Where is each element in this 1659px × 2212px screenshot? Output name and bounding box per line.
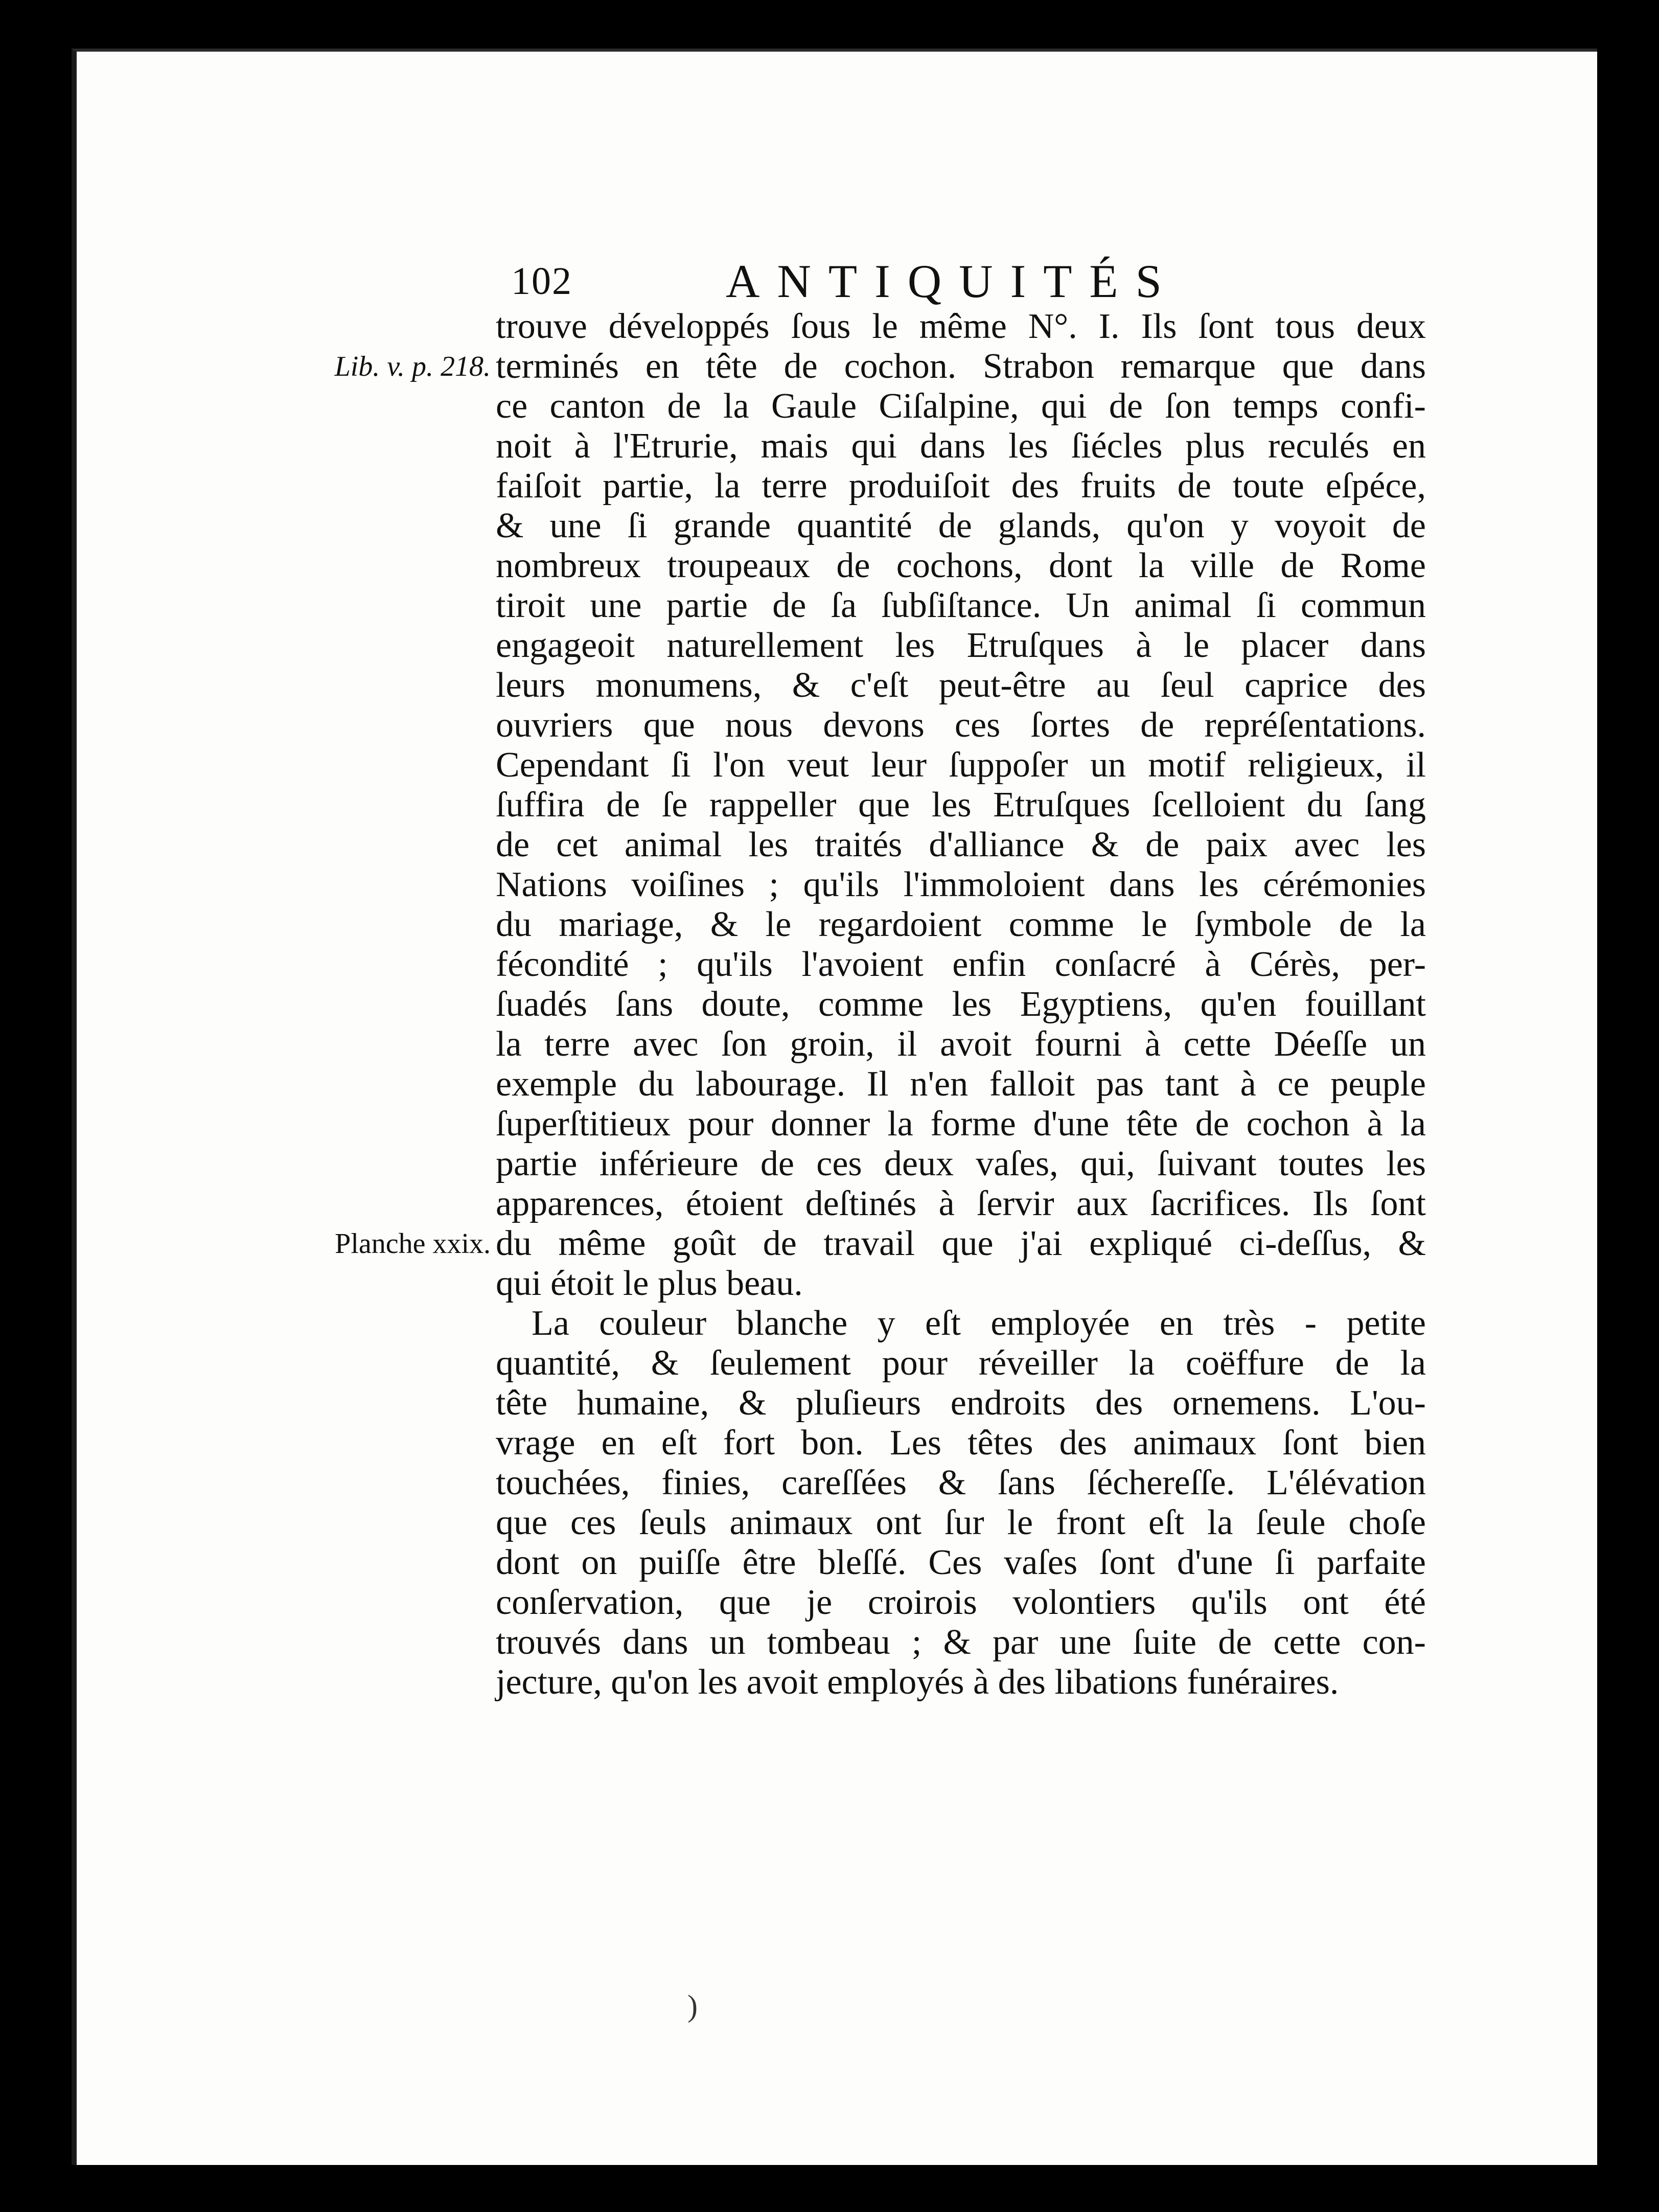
text-line: jecture, qu'on les avoit employés à des libations funéraires. xyxy=(496,1662,1339,1702)
text-line: conſervation, que je croirois volontiers qu'ils ont été xyxy=(496,1583,1426,1622)
scan-speck: ) xyxy=(687,1989,698,2023)
text-line: Cependant ſi l'on veut leur ſuppoſer un motif religieux, il xyxy=(496,745,1426,785)
text-line: ouvriers que nous devons ces ſortes de repréſentations. xyxy=(496,705,1426,745)
text-line: leurs monumens, & c'eſt peut-être au ſeul caprice des xyxy=(496,666,1426,705)
text-line: tiroit une partie de ſa ſubſiſtance. Un animal ſi commun xyxy=(496,586,1426,625)
margin-note-lib: Lib. v. p. 218. xyxy=(334,351,491,382)
text-line: quantité, & ſeulement pour réveiller la coëffure de la xyxy=(496,1343,1426,1383)
margin-note-planche: Planche xxix. xyxy=(335,1228,491,1260)
text-line: trouve développés ſous le même N°. I. Ils ſont tous deux xyxy=(496,307,1426,346)
text-line: faiſoit partie, la terre produiſoit des fruits de toute eſpéce, xyxy=(496,466,1426,506)
text-line: Nations voiſines ; qu'ils l'immoloient dans les cérémonies xyxy=(496,865,1426,904)
running-title: ANTIQUITÉS xyxy=(726,255,1179,307)
page-number: 102 xyxy=(511,260,572,303)
scan-border xyxy=(1597,31,1659,2212)
text-line: ſuperſtitieux pour donner la forme d'une tête de cochon à la xyxy=(496,1104,1426,1144)
text-line: ſuadés ſans doute, comme les Egyptiens, qu'en fouillant xyxy=(496,985,1426,1024)
text-line: qui étoit le plus beau. xyxy=(496,1264,803,1303)
text-line: apparences, étoient deſtinés à ſervir aux ſacrifices. Ils ſont xyxy=(496,1184,1426,1223)
text-line: terminés en tête de cochon. Strabon remarque que dans xyxy=(496,347,1426,386)
text-line: vrage en eſt fort bon. Les têtes des animaux ſont bien xyxy=(496,1423,1426,1463)
text-line: partie inférieure de ces deux vaſes, qui, ſuivant toutes les xyxy=(496,1144,1426,1183)
text-line: du même goût de travail que j'ai expliqué ci-deſſus, & xyxy=(496,1224,1426,1263)
text-line: fécondité ; qu'ils l'avoient enfin conſacré à Cérès, per- xyxy=(496,945,1426,984)
text-line: du mariage, & le regardoient comme le ſymbole de la xyxy=(496,905,1426,944)
body-text xyxy=(496,307,1426,1702)
text-line: & une ſi grande quantité de glands, qu'on y voyoit de xyxy=(496,506,1426,545)
running-head xyxy=(511,253,1431,309)
text-line: que ces ſeuls animaux ont ſur le front eſt la ſeule choſe xyxy=(496,1503,1426,1542)
text-line: dont on puiſſe être bleſſé. Ces vaſes ſont d'une ſi parfaite xyxy=(496,1543,1426,1582)
text-line: engageoit naturellement les Etruſques à le placer dans xyxy=(496,626,1426,665)
text-line: la terre avec ſon groin, il avoit fourni à cette Déeſſe un xyxy=(496,1024,1426,1064)
text-line: de cet animal les traités d'alliance & de paix avec les xyxy=(496,825,1426,864)
paragraph-first-line: La couleur blanche y eſt employée en très - petite xyxy=(532,1304,1426,1343)
text-line: exemple du labourage. Il n'en falloit pas tant à ce peuple xyxy=(496,1064,1426,1104)
text-line: ſuffira de ſe rappeller que les Etruſques ſcelloient du ſang xyxy=(496,785,1426,825)
text-line: nombreux troupeaux de cochons, dont la ville de Rome xyxy=(496,546,1426,585)
text-line: ce canton de la Gaule Ciſalpine, qui de ſon temps confi- xyxy=(496,386,1426,426)
text-line: tête humaine, & pluſieurs endroits des ornemens. L'ou- xyxy=(496,1383,1426,1423)
text-line: touchées, finies, careſſées & ſans ſécherеſſe. L'élévation xyxy=(496,1463,1426,1502)
text-line: trouvés dans un tombeau ; & par une ſuite de cette con- xyxy=(496,1623,1426,1662)
text-line: noit à l'Etrurie, mais qui dans les ſiécles plus reculés en xyxy=(496,426,1426,466)
